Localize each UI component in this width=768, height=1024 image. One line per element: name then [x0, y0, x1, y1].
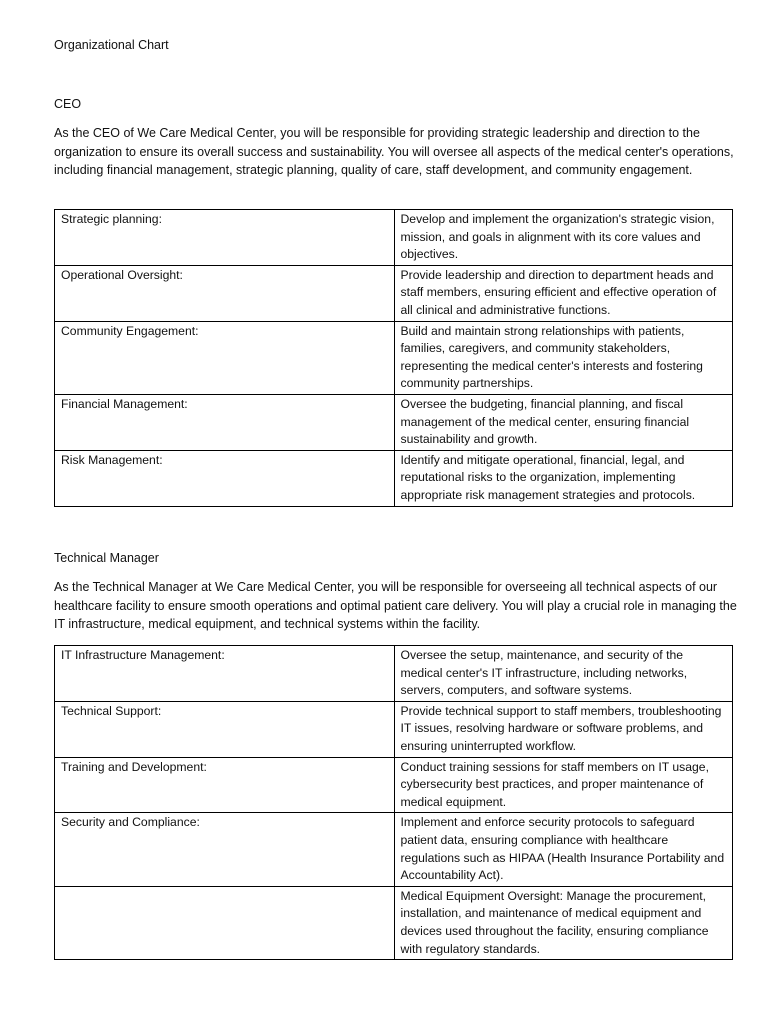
table-row [55, 210, 733, 266]
table-row [55, 394, 733, 450]
responsibility-duty: Oversee the setup, maintenance, and security of the medical center's IT infrastructure, including networks, servers, computers, and software systems. [394, 646, 733, 702]
document-title: Organizational Chart [54, 38, 169, 52]
responsibility-area [55, 886, 395, 959]
responsibility-area: Technical Support: [55, 701, 395, 757]
table-row [55, 321, 733, 394]
responsibility-area: Training and Development: [55, 757, 395, 813]
table-row [55, 886, 733, 959]
table-row [55, 265, 733, 321]
responsibility-duty: Identify and mitigate operational, financial, legal, and reputational risks to the organization, implementing appropriate risk management strategies and protocols. [394, 450, 733, 506]
responsibility-area: Community Engagement: [55, 321, 395, 394]
technical-manager-heading: Technical Manager [54, 551, 159, 565]
responsibility-duty: Build and maintain strong relationships with patients, families, caregivers, and community stakeholders, representing the medical center's interests and fostering community partnerships. [394, 321, 733, 394]
responsibility-duty: Provide leadership and direction to department heads and staff members, ensuring efficient and effective operation of all clinical and administrative functions. [394, 265, 733, 321]
responsibility-duty: Oversee the budgeting, financial planning, and fiscal management of the medical center, ensuring financial sustainability and growth. [394, 394, 733, 450]
responsibility-duty: Conduct training sessions for staff members on IT usage, cybersecurity best practices, and proper maintenance of medical equipment. [394, 757, 733, 813]
responsibility-duty: Develop and implement the organization's strategic vision, mission, and goals in alignment with its core values and objectives. [394, 210, 733, 266]
technical-manager-responsibilities-table [54, 645, 733, 960]
ceo-responsibilities-table [54, 209, 733, 507]
responsibility-duty: Medical Equipment Oversight: Manage the procurement, installation, and maintenance of medical equipment and devices used throughout the facility, ensuring compliance with regulatory standards. [394, 886, 733, 959]
table-row [55, 450, 733, 506]
ceo-description: As the CEO of We Care Medical Center, you will be responsible for providing strategic leadership and direction to the organization to ensure its overall success and sustainability. You will oversee all aspects of the medical center's operations, including financial management, strategic planning, quality of care, staff development, and community engagement. [54, 126, 734, 178]
responsibility-area: Risk Management: [55, 450, 395, 506]
responsibility-area: Security and Compliance: [55, 813, 395, 886]
responsibility-area: Financial Management: [55, 394, 395, 450]
responsibility-duty: Provide technical support to staff members, troubleshooting IT issues, resolving hardware or software problems, and ensuring uninterrupted workflow. [394, 701, 733, 757]
table-row [55, 701, 733, 757]
table-row [55, 757, 733, 813]
responsibility-area: Strategic planning: [55, 210, 395, 266]
table-row [55, 813, 733, 886]
responsibility-duty: Implement and enforce security protocols to safeguard patient data, ensuring compliance with healthcare regulations such as HIPAA (Health Insurance Portability and Accountability Act). [394, 813, 733, 886]
responsibility-area: Operational Oversight: [55, 265, 395, 321]
table-row [55, 646, 733, 702]
technical-manager-description: As the Technical Manager at We Care Medical Center, you will be responsible for overseeing all technical aspects of our healthcare facility to ensure smooth operations and optimal patient care delivery. You will play a crucial role in managing the IT infrastructure, medical equipment, and technical systems within the facility. [54, 580, 737, 632]
ceo-heading: CEO [54, 97, 82, 111]
responsibility-area: IT Infrastructure Management: [55, 646, 395, 702]
